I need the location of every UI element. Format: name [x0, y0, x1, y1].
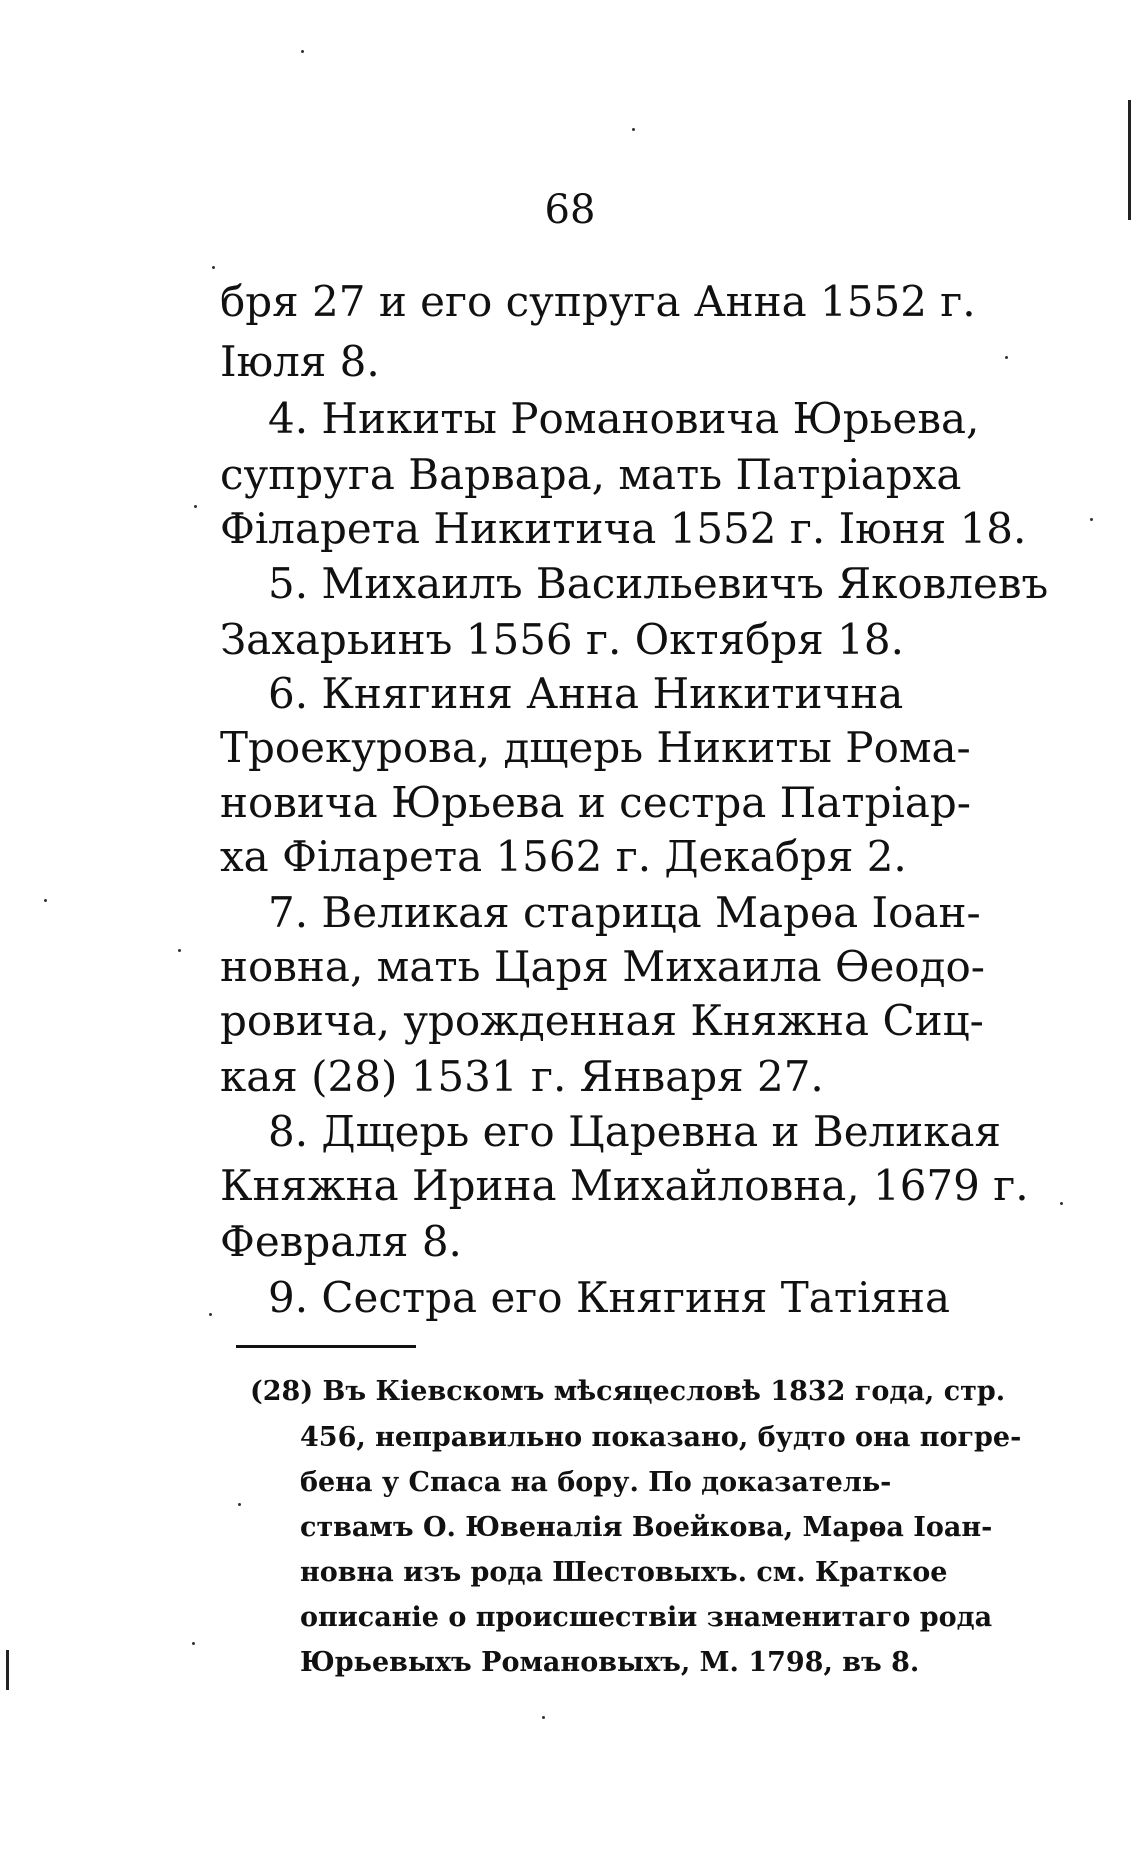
- text-line: 8. Дщерь его Царевна и Великая: [268, 1107, 1002, 1156]
- text-line: новича Юрьева и сестра Патріар-: [220, 778, 971, 827]
- text-line: Княжна Ирина Михайловна, 1679 г.: [220, 1161, 1029, 1210]
- footnote-line: ствамъ О. Ювеналія Воейкова, Марѳа Іоан-: [300, 1512, 993, 1543]
- speck: [1090, 518, 1093, 521]
- speck: [178, 949, 181, 952]
- text-line: 5. Михаилъ Васильевичъ Яковлевъ: [268, 559, 1049, 608]
- speck: [1005, 356, 1008, 359]
- text-line: ха Філарета 1562 г. Декабря 2.: [220, 832, 907, 881]
- text-line: супруга Варвара, мать Патріарха: [220, 450, 962, 499]
- text-line: Іюля 8.: [220, 337, 380, 386]
- text-line: Троекурова, дщерь Никиты Рома-: [220, 723, 971, 772]
- speck: [301, 50, 304, 53]
- text-line: Февраля 8.: [220, 1217, 462, 1266]
- text-line: 6. Княгиня Анна Никитична: [268, 669, 904, 718]
- text-line: 7. Великая старица Марѳа Іоан-: [268, 888, 981, 937]
- footnote-line: (28) Въ Кіевскомъ мѣсяцесловѣ 1832 года, стр.: [250, 1376, 1006, 1407]
- text-line: 9. Сестра его Княгиня Татіяна: [268, 1273, 951, 1322]
- speck: [542, 1716, 545, 1719]
- text-line: ровича, урожденная Княжна Сиц-: [220, 996, 984, 1045]
- speck: [632, 128, 635, 131]
- footnote-line: 456, неправильно показано, будто она погре-: [300, 1422, 1022, 1453]
- speck: [209, 1313, 212, 1316]
- footnote-divider: [236, 1345, 416, 1348]
- text-line: кая (28) 1531 г. Января 27.: [220, 1052, 824, 1101]
- speck: [212, 266, 215, 269]
- speck: [194, 505, 197, 508]
- speck: [238, 1503, 241, 1506]
- footnote-line: бена у Спаса на бору. По доказатель-: [300, 1467, 892, 1498]
- text-line: Захарьинъ 1556 г. Октября 18.: [220, 615, 904, 664]
- speck: [44, 899, 47, 902]
- text-line: новна, мать Царя Михаила Ѳеодо-: [220, 942, 985, 991]
- footnote-line: Юрьевыхъ Романовыхъ, М. 1798, въ 8.: [300, 1647, 920, 1678]
- text-line: 4. Никиты Романовича Юрьева,: [268, 394, 980, 443]
- scan-edge-left: [6, 1650, 9, 1690]
- speck: [192, 1642, 195, 1645]
- text-line: бря 27 и его супруга Анна 1552 г.: [220, 277, 976, 326]
- text-line: Філарета Никитича 1552 г. Іюня 18.: [220, 504, 1027, 553]
- page-number: 68: [544, 187, 596, 233]
- footnote-line: описаніе о происшествіи знаменитаго рода: [300, 1602, 993, 1633]
- speck: [1060, 1202, 1063, 1205]
- footnote-line: новна изъ рода Шестовыхъ. см. Краткое: [300, 1557, 948, 1588]
